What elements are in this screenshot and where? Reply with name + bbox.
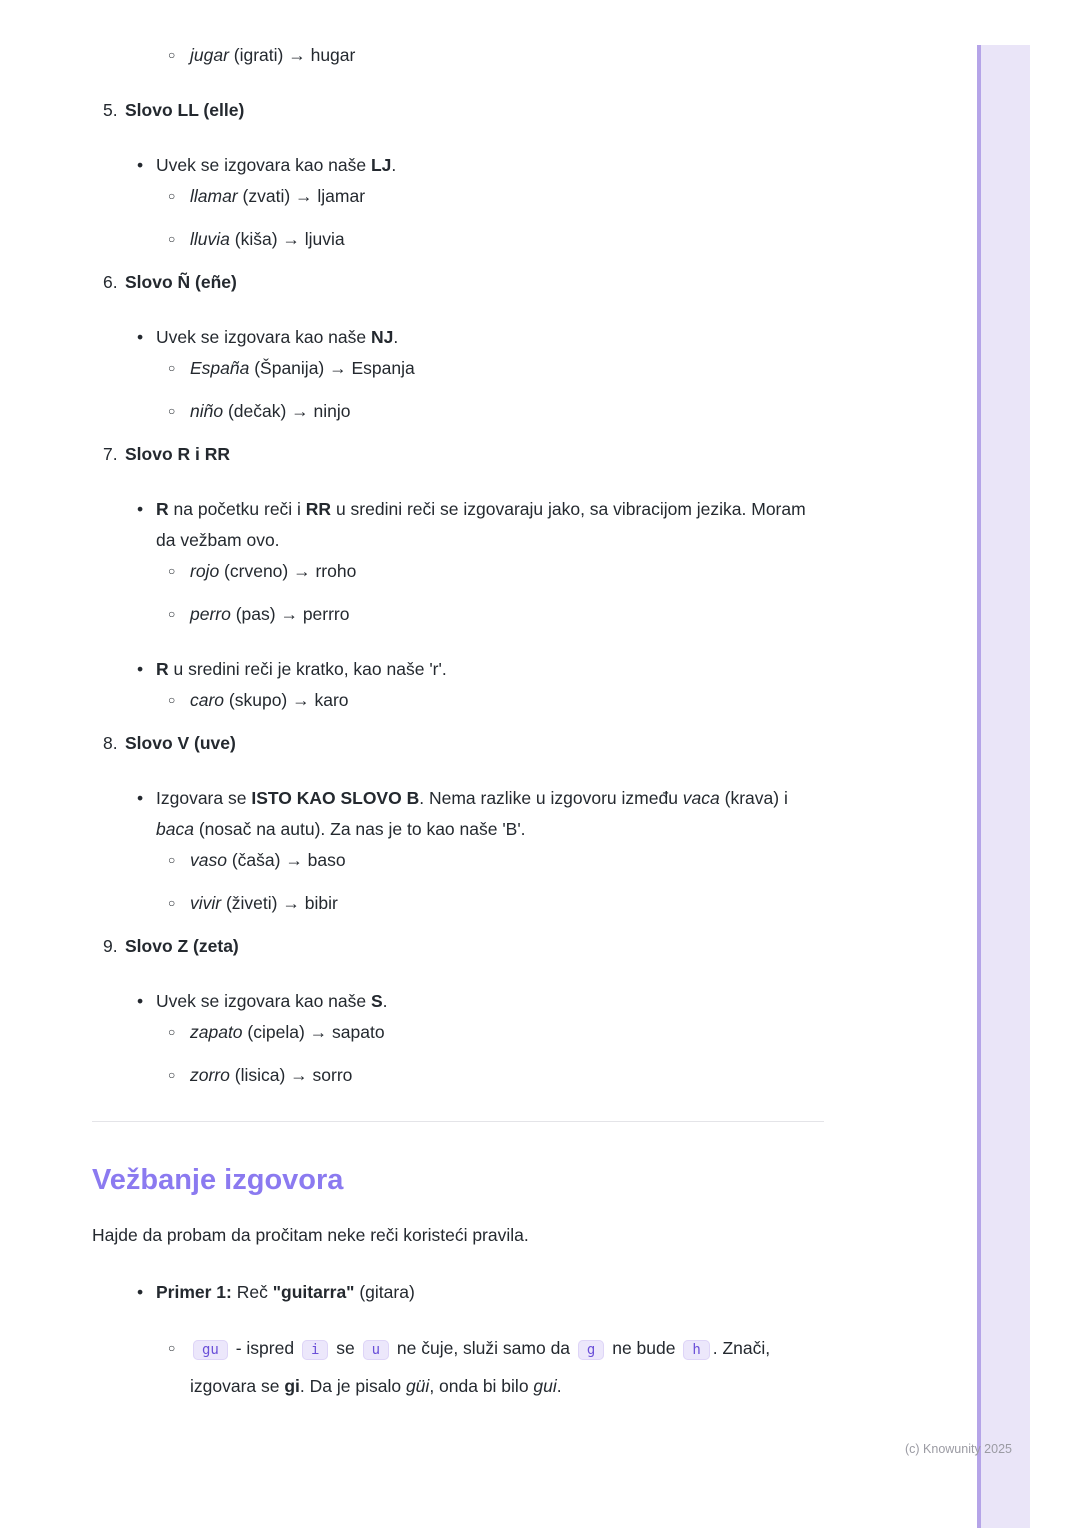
list-item-text [190,1017,824,1048]
inline-code-chip: u [363,1340,389,1360]
list-item [92,556,824,587]
text-segment: . [556,1376,562,1396]
text-segment: RR [305,499,332,519]
list-item-text [190,1330,824,1404]
text-segment: "guitarra" [272,1282,355,1302]
list-item-text [190,685,824,716]
text-segment: R [156,659,169,679]
list-item-text [190,40,824,71]
text-segment: Uvek se izgovara kao naše [156,155,371,175]
list-item [92,1060,824,1091]
text-segment: Primer 1: [156,1282,232,1302]
section-number: 7. [103,444,118,464]
text-segment: . [393,327,399,347]
text-segment: perro [190,604,231,624]
inline-code-chip: i [302,1340,328,1360]
page-margin-strip [981,45,1030,1528]
circle-bullet: ○ [168,896,176,910]
list-item [92,599,824,630]
text-segment: (zvati) → ljamar [237,186,366,206]
text-segment: Uvek se izgovara kao naše [156,991,371,1011]
list-item-text [156,1277,824,1308]
list-item [92,1017,824,1048]
text-segment: (pas) → perrro [230,604,350,624]
text-segment: (kiša) → ljuvia [229,229,345,249]
list-item [92,654,824,685]
circle-bullet: ○ [168,48,176,62]
text-segment: llamar [190,186,238,206]
section-title: Slovo LL (elle) [125,100,245,120]
list-item [92,494,824,556]
text-segment: baca [156,819,194,839]
text-segment: u sredini reči je kratko, kao naše 'r'. [168,659,447,679]
text-segment: vaca [682,788,720,808]
list-item-text [156,783,824,845]
text-segment: vaso [190,850,227,870]
text-segment: (gitara) [354,1282,415,1302]
list-item-text [190,353,824,384]
circle-bullet: ○ [168,607,176,621]
text-segment: LJ [370,155,392,175]
text-segment: (Španija) → Espanja [249,358,415,378]
text-segment: S [370,991,383,1011]
text-segment: . Nema razlike u izgovoru između [419,788,683,808]
text-segment: (nosač na autu). Za nas je to kao naše 'B'. [193,819,526,839]
text-segment: - ispred [230,1338,299,1358]
text-segment: (igrati) → hugar [228,45,356,65]
list-item-text [156,654,824,685]
text-segment: vivir [190,893,222,913]
copyright-notice: (c) Knowunity 2025 [904,1442,1012,1456]
text-segment: u sredini reči se izgovaraju jako, sa vibracijom jezika. Moram da vežbam ovo. [156,499,806,550]
list-item [92,322,824,353]
list-item-text [190,888,824,919]
text-segment: . Da je pisalo [299,1376,406,1396]
practice-intro: Hajde da probam da pročitam neke reči koristeći pravila. [92,1225,529,1245]
section-title: Slovo V (uve) [125,733,236,753]
text-segment: lluvia [190,229,230,249]
text-segment: niño [190,401,224,421]
text-segment: na početku reči i [168,499,306,519]
section-title: Slovo R i RR [125,444,231,464]
list-item-text [190,396,824,427]
list-item-text [190,1060,824,1091]
list-item-text [156,986,824,1017]
circle-bullet: ○ [168,1025,176,1039]
list-item [92,1277,824,1308]
list-item [92,150,824,181]
text-segment: (krava) i [719,788,788,808]
text-segment: se [331,1338,360,1358]
list-item [92,40,824,71]
text-segment: (živeti) → bibir [221,893,338,913]
list-item-text [156,322,824,353]
list-item [92,783,824,845]
circle-bullet: ○ [168,361,176,375]
list-item [92,1330,824,1404]
text-segment: zorro [190,1065,230,1085]
text-segment: , onda bi bilo [429,1376,534,1396]
circle-bullet: ○ [168,853,176,867]
section-heading [92,728,824,759]
text-segment: caro [190,690,225,710]
disc-bullet: • [137,991,144,1011]
list-item-text [190,181,824,212]
section-number: 8. [103,733,118,753]
inline-code-chip: g [578,1340,604,1360]
text-segment: ne čuje, služi samo da [392,1338,575,1358]
section-heading [92,267,824,298]
circle-bullet: ○ [168,564,176,578]
section-heading [92,439,824,470]
disc-bullet: • [137,327,144,347]
text-segment: . [382,991,388,1011]
disc-bullet: • [137,155,144,175]
text-segment: Izgovara se [156,788,252,808]
circle-bullet: ○ [168,404,176,418]
disc-bullet: • [137,659,144,679]
circle-bullet: ○ [168,1341,176,1355]
practice-heading: Vežbanje izgovora [92,1164,344,1196]
text-segment: jugar [190,45,229,65]
section-number: 5. [103,100,118,120]
list-item [92,353,824,384]
text-segment: zapato [190,1022,243,1042]
text-segment: (cipela) → sapato [242,1022,385,1042]
inline-code-chip: h [683,1340,709,1360]
text-segment: ne bude [607,1338,681,1358]
inline-code-chip: gu [193,1340,228,1360]
list-item [92,181,824,212]
section-heading [92,931,824,962]
text-segment: rojo [190,561,220,581]
disc-bullet: • [137,788,144,808]
section-number: 9. [103,936,118,956]
text-segment: gui [533,1376,557,1396]
list-item-text [156,494,824,556]
text-segment: ISTO KAO SLOVO B [251,788,420,808]
section-divider [92,1121,824,1122]
text-segment: (dečak) → ninjo [223,401,351,421]
text-segment: España [190,358,250,378]
text-segment: Reč [231,1282,273,1302]
list-item-text [190,224,824,255]
disc-bullet: • [137,499,144,519]
list-item-text [190,845,824,876]
list-item [92,396,824,427]
circle-bullet: ○ [168,232,176,246]
text-segment: (crveno) → rroho [219,561,357,581]
list-item [92,685,824,716]
text-segment: güi [405,1376,430,1396]
text-segment: (skupo) → karo [224,690,349,710]
list-item [92,888,824,919]
text-segment: NJ [370,327,394,347]
text-segment: Uvek se izgovara kao naše [156,327,371,347]
text-segment: . [391,155,397,175]
section-heading [92,95,824,126]
list-item [92,845,824,876]
text-segment: (čaša) → baso [226,850,346,870]
text-segment: R [156,499,169,519]
disc-bullet: • [137,1282,144,1302]
text-segment: gi [284,1376,300,1396]
section-title: Slovo Ñ (eñe) [125,272,237,292]
list-item-text [190,599,824,630]
section-title: Slovo Z (zeta) [125,936,239,956]
text-segment: . Znači, izgovara se [190,1338,771,1396]
document-content [92,40,824,1416]
list-item-text [190,556,824,587]
list-item [92,224,824,255]
section-number: 6. [103,272,118,292]
circle-bullet: ○ [168,189,176,203]
circle-bullet: ○ [168,1068,176,1082]
list-item-text [156,150,824,181]
circle-bullet: ○ [168,693,176,707]
list-item [92,986,824,1017]
text-segment: (lisica) → sorro [229,1065,353,1085]
